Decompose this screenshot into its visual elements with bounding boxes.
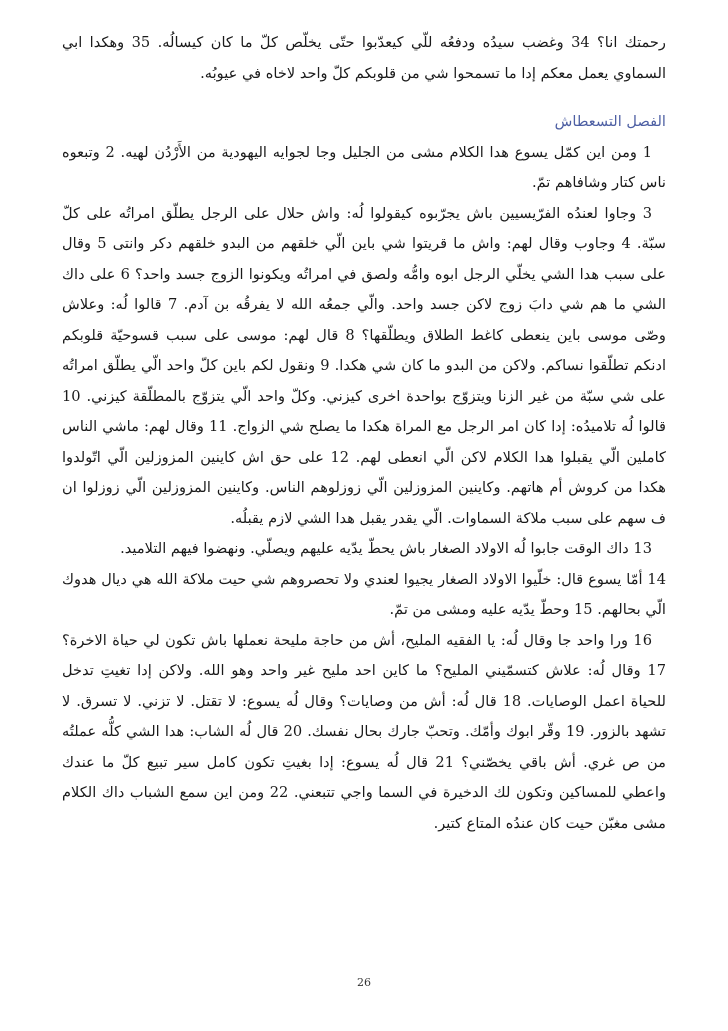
document-page [62, 28, 666, 839]
page-number: 26 [357, 976, 371, 989]
paragraph-1: 1 ومن اين كمّل يسوع هدا الكلام مشى من الجليل وجا لجوايه اليهودية من الأَرْدُن لهيه. 2 وتبعوه ناس كتار وشافاهم تمّ. [62, 143, 666, 191]
paragraph-4: 14 أمّا يسوع قال: خلّيوا الاولاد الصغار يجيوا لعندي ولا تحصروهم شي حيت ملاكة الله هي ديال هدوك الّي بحالهم. 15 وحطّ يدّيه عليه ومشى من تمّ. [62, 570, 666, 618]
chapter-title: الفصل التسعطاش [554, 113, 666, 130]
intro-paragraph: رحمتك انا؟ 34 وغضب سيدُه ودفعُه للّي كيعدّبوا حتّى يخلّص كلّ ما كان كيسالُه. 35 وهكدا ابي السماوي يعمل معكم إدا ما تسمحوا شي من قلوبكم كلّ واحد لاخاه في عيوبُه. [62, 34, 666, 82]
paragraph-5: 16 ورا واحد جا وقال لُه: يا الفقيه المليح، أش من حاجة مليحة نعملها باش تكون لي حياة الاخرة؟ 17 وقال لُه: علاش كتسمّيني المليح؟ ما كاين احد مليح غير واحد وهو الله. ولاكن إدا تغيتِ تدخل للحياة اعمل الوصايات. 18 قال لُه: أش من وصايات؟ وقال لُه يسوع: لا تقتل. لا تزني. لا تسرق. لا تشهد بالزور. 19 وقّر ابوك وأمّك. وتحبّ جارك بحال نفسك. 20 قال لُه الشاب: هدا الشي كلُّه عملتُه من ص غري. أش باقي يخصّني؟ 21 قال لُه يسوع: إدا بغيتِ تكون كامل سير تبيع كلّ ما عندك واعطي للمساكين وتكون لك الدخيرة في السما واجي تتبعني. 22 ومن اين سمع الشباب داك الكلام مشى مغبّن حيت كان عندُه المتاع كتير. [62, 631, 666, 832]
paragraph-2: 3 وجاوا لعندُه الفرّيسيين باش يجرّبوه كيقولوا لُه: واش حلال على الرجل يطلّق امراتُه على كلّ سبّة. 4 وجاوب وقال لهم: واش ما قريتوا شي باين الّي خلقهم من البدو خلقهم دكر وانتى 5 وقال على سبب هدا الشي يخلّي الرجل ابوه وامُّه ولصق في امراتُه ويكونوا الزوج جسد واحد؟ 6 على داك الشي ما هم شي دابَ زوج لاكن جسد واحد. والّي جمعُه الله لا يفرقُه بن آدم. 7 قالوا لُه: وعلاش وصّى موسى باين ينعطى كاغط الطلاق ويطلّقها؟ 8 قال لهم: موسى على سبب قسوحيّة قلوبكم ادنكم تطلّقوا نساكم. ولاكن من البدو ما كان شي هكدا. 9 ونقول لكم باين كلّ واحد الّي يطلّق امراتُه على شي سبّة من غير الزنا ويتزوّج بواحدة اخرى كيزني. وكلّ واحد الّي يتزوّج بالمطلّقة كيزني. 10 قالوا لُه تلاميدُه: إدا كان امر الرجل مع المراة هكدا ما يصلح شي الزواج. 11 وقال لهم: ماشي الناس كاملين الّي يقبلوا هدا الكلام لاكن الّي انعطى لهم. 12 على حق اش كاينين المزوزلين الّي اتّولدوا هكدا من كروش أم هاتهم. وكاينين المزوزلين الّي زوزلوهم الناس. وكاينين المزوزلين الّي زوزلوا ان ف سهم على سبب ملاكة السماوات. الّي يقدر يقبل هدا الشي لازم يقبلُه. [62, 204, 667, 527]
paragraph-3: 13 داك الوقت جابوا لُه الاولاد الصغار باش يحطّ يدّيه عليهم ويصلّي. ونهضوا فيهم التلاميد. [120, 540, 652, 557]
